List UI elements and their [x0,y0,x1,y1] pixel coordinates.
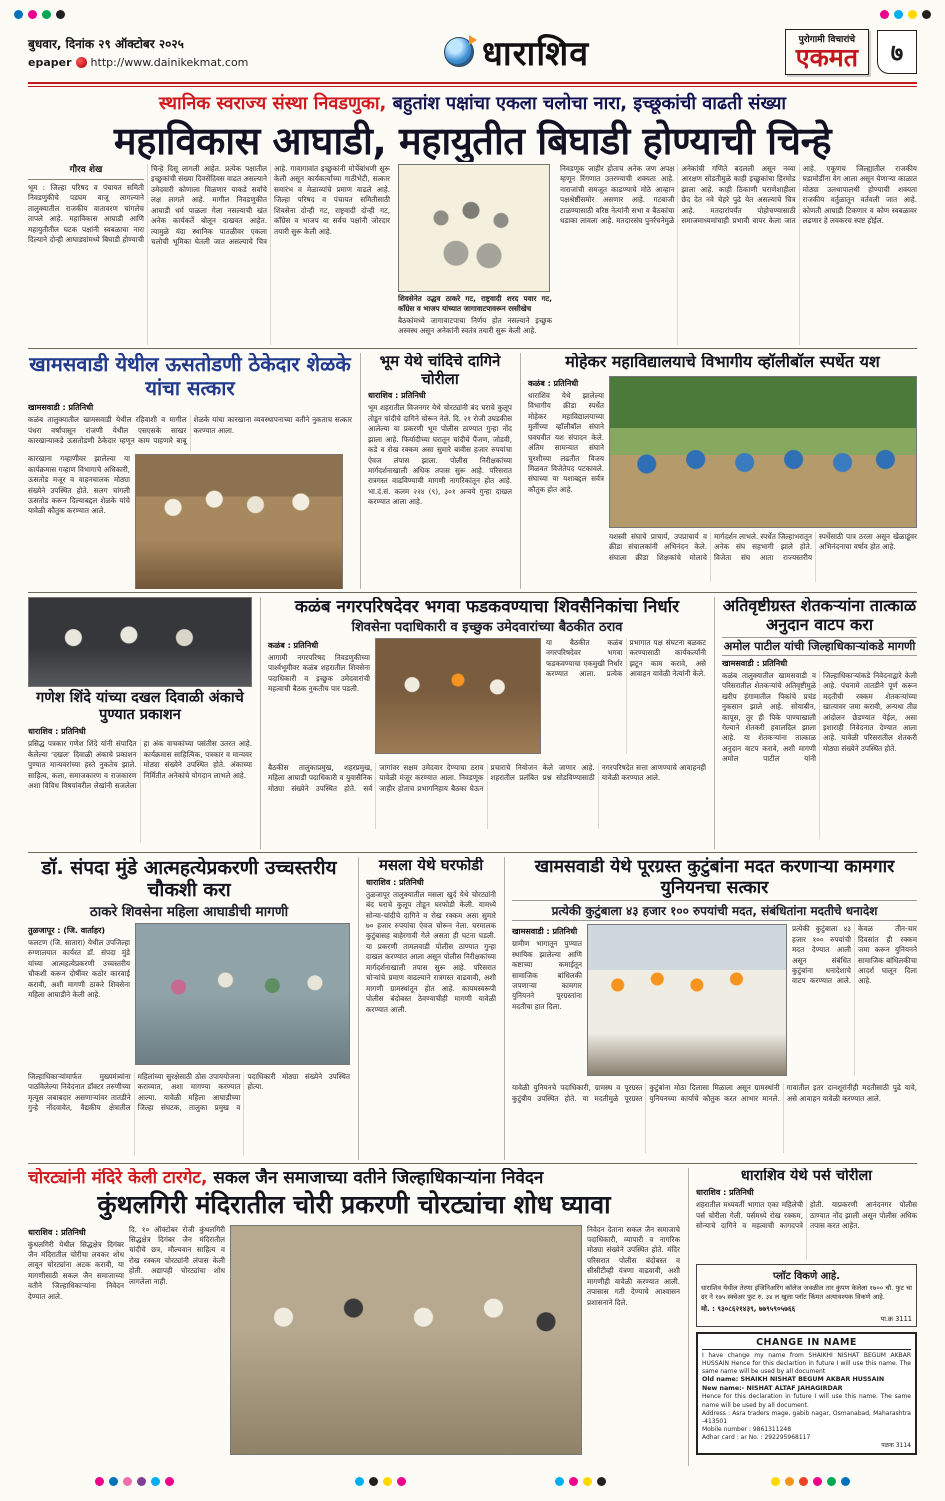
article-diwali [28,597,252,849]
right-rail [688,1168,917,1466]
page-number: ७ [877,30,917,74]
article-subhead: प्रत्येकी कुटुंबाला ४३ हजार १०० रुपयांची मदत, संबंधितांना मदतीचे धनादेश [512,900,917,921]
epaper-line [28,56,248,69]
lead-left-columns [28,164,390,345]
photo-satkar-felicitation [135,454,343,589]
article-body: बैठकीस तालुकाप्रमुख, शहरप्रमुख, महिला आघाडी पदाधिकारी व युवासैनिक मोठ्या संख्येने उपस्थित होते. सर्व जागांवर सक्षम उमेदवार देण्याचा ठराव यावेळी मंजूर करण्यात आला. निवडणूक जाहीर होताच प्रभागनिहाय बैठका घेऊन प्रचाराचे नियोजन केले जाणार आहे. शहरातील प्रलंबित प्रश्न सोडविण्यासाठी नगरपरिषदेत सत्ता आणण्याचे आवाहनही यावेळी करण्यात आले. [268,763,706,793]
article-headline: खामसवाडी येथील ऊसतोडणी ठेकेदार शेळके यांचा सत्कार [29,353,351,400]
reg-dot [42,10,51,19]
article-headline: मसला येथे घरफोडी [378,857,484,874]
photo-memorandum-handover [230,1225,582,1455]
brand-tagline: पुरोगामी विचारांचे [798,35,856,46]
article-volleyball [520,353,917,589]
article-body: तुळजापूर तालुक्यातील मसला खुर्द येथे चोरट्यांनी बंद घराचे कुलूप तोडून घरफोडी केली. यामध्ये सोन्या-चांदीचे दागिने व रोख रक्कम असा सुमारे ७० हजार रुपयांचा ऐवज चोरून नेला. घरमालक कुटुंबासह बाहेरगावी गेले असता ही घटना घडली. या प्रकरणी तामलवाडी पोलीस ठाण्यात गुन्हा दाखल करण्यात आला असून पोलीस निरीक्षकांच्या मार्गदर्शनाखाली तपास सुरू आहे. परिसरात चोऱ्यांचे प्रमाण वाढल्याने रात्रगस्त वाढवावी, अशी मागणी ग्रामस्थांतून होत आहे. कायमस्वरूपी पोलीस बंदोबस्त ठेवण्याचीही मागणी यावेळी करण्यात आली. [366,889,496,1014]
article-union [504,857,917,1160]
article-anudan [714,597,917,849]
masthead-globe-icon [444,37,474,67]
epaper-icon [76,57,87,68]
article-headline: मोहेकर महाविद्यालयाचे विभागीय व्हॉलीबॉल स्पर्धेत यश [565,353,880,371]
notice-ref: पळक 3114 [881,1442,911,1450]
classified-ref: पा.क्र 3111 [880,1314,912,1323]
reg-dot [165,1477,174,1486]
lead-body-center: बैठकांमध्ये जागावाटपाचा निर्णय होत नसल्याने इच्छुक अस्वस्थ असून अनेकांनी स्वतंत्र तयारी सुरू केली आहे. [398,316,552,336]
article-sampada [28,857,350,1160]
dateline: तुळजापूर : (जि. वार्ताहर) [28,925,106,935]
dateline: खामसवाडी : प्रतिनिधी [28,403,94,413]
classified-title: प्लॉट विकणे आहे. [772,1271,841,1283]
reg-dot [95,1477,104,1486]
reg-dot [28,10,37,19]
reg-dot [771,1477,780,1486]
reg-dot [583,1477,592,1486]
article-body: कळंब तालुक्यातील खामसवाडी व परिसरातील शेतकऱ्यांचे अतिवृष्टीमुळे खरीप हंगामातील पिकांचे प्रचंड नुकसान झाले आहे. सोयाबीन, कापूस, तूर ही पिके पाण्याखाली गेल्याने शेतकरी हवालदिल झाला आहे. या शेतकऱ्यांना तात्काळ अनुदान वाटप करावे, अशी मागणी अमोल पाटील यांनी जिल्हाधिकाऱ्यांकडे निवेदनाद्वारे केली आहे. पंचनामे तातडीने पूर्ण करून मदतीची रक्कम शेतकऱ्यांच्या खात्यावर जमा करावी, अन्यथा तीव्र आंदोलन छेडण्यात येईल, असा इशाराही निवेदनात देण्यात आला आहे. यावेळी परिसरातील शेतकरी मोठ्या संख्येने उपस्थित होते. [722,670,917,764]
article-body: भूम शहरातील विजनगर येथे चोरट्यांनी बंद घराचे कुलूप तोडून चांदीचे दागिने चोरून नेले. दि. २१ रोजी उघडकीस आलेल्या या प्रकरणी भूम पोलीस ठाण्यात गुन्हा नोंद झाला आहे. फिर्यादीच्या घरातून चांदीचे पैंजण, जोडवी, कडे व रोख रक्कम असा सुमारे बावीस हजार रुपयांचा ऐवज लंपास झाला. पोलीस निरीक्षकांच्या मार्गदर्शनाखाली अधिक तपास सुरू आहे. परिसरात रात्रगस्त वाढविण्याची मागणी नागरिकांतून होत आहे. भा.दं.सं. कलम २२४ (९), ३०१ अन्वये गुन्हा दाखल करण्यात आला आहे. [368,403,512,507]
reg-dot [813,1477,822,1486]
photo-union-felicitation [587,924,787,1076]
photo-political-cartoon [398,164,550,292]
article-satkar [28,353,352,589]
reg-dot [597,1477,606,1486]
epaper-url: http://www.dainikekmat.com [90,56,249,69]
cartoon-caption: शिवसेनेत उद्धव ठाकरे गट, राष्ट्रवादी शरद पवार गट, काँग्रेस व भाजप यांच्यात जागावाटपावरून रस्सीखेच [398,294,552,314]
reg-dot [137,1477,146,1486]
article-body: यावेळी युनियनचे पदाधिकारी, ग्रामस्थ व पूरग्रस्त कुटुंबीय उपस्थित होते. या मदतीमुळे पूरग्रस्त कुटुंबांना मोठा दिलासा मिळाला असून ग्रामस्थांनी युनियनच्या कार्याचे कौतुक करत आभार मानले. गावातील इतर दानशूरांनीही मदतीसाठी पुढे यावे, असे आवाहन यावेळी करण्यात आले. [512,1083,917,1103]
article-left-column [28,1225,124,1456]
reg-dot [827,1477,836,1486]
lead-body-right: निवडणूक जाहीर होताच अनेक जण अपक्ष म्हणून रिंगणात उतरण्याची शक्यता आहे. नाराजांची समजूत काढण्याचे मोठे आव्हान पक्षश्रेष्ठींसमोर असणार आहे. गटबाजी टाळण्यासाठी वरिष्ठ नेत्यांनी सभा व बैठकांचा धडाका लावला आहे. मतदारसंघ पुनर्रचनेमुळे अनेकांची गणिते बदलली असून नव्या आरक्षण सोडतीमुळे काही इच्छुकांचा हिरमोड झाला आहे. काही ठिकाणी घराणेशाहीला छेद देत नवे चेहरे पुढे येत असल्याचे चित्र आहे. मतदारांपर्यंत पोहोचण्यासाठी समाजमाध्यमांचाही प्रभावी वापर केला जात आहे. एकूणच जिल्ह्यातील राजकीय घडामोडींना वेग आला असून येणाऱ्या काळात मोठ्या उलथापालथी होण्याची शक्यता राजकीय वर्तुळातून वर्तवली जात आहे. कोणती आघाडी टिकणार व कोण स्वबळावर लढणार हे लवकरच स्पष्ट होईल. [560,164,917,226]
lead-body-left-wrap [28,164,390,345]
masthead-title: धाराशिव [481,34,590,74]
article-kalamb [260,597,706,849]
dateline: धाराशिव : प्रतिनिधी [368,391,426,401]
article-left-column [28,923,130,1068]
article-body: ग्रामीण भागातून पुण्यात स्थायिक झालेल्या आणि कष्टाच्या कमाईतून सामाजिक बांधिलकी जपणाऱ्या कामगार युनियनने पूरग्रस्तांना मदतीचा हात दिला. [512,939,582,1011]
lead-body [28,164,917,345]
photo-women-delegation [135,923,350,1065]
lead-byline: गौरव शेख [28,164,144,180]
section-divider [28,592,917,593]
notice-mobile: Mobile number : 9861311248 [702,1425,792,1433]
reg-dot [922,10,931,19]
reg-dot [880,10,889,19]
row-2 [28,353,917,589]
dateline: खामसवाडी : प्रतिनिधी [722,658,788,668]
lead-body-left: भूम : जिल्हा परिषद व पंचायत समिती निवडणुकीचे पडघम वाजू लागल्याने तालुक्यातील राजकीय वातावरण चांगलेच तापले आहे. महाविकास आघाडी आणि महायुतीतील घटक पक्षांनी स्वबळाचा नारा दिल्याने दोन्ही आघाड्यांमध्ये बिघाडी होण्याची चिन्हे दिसू लागली आहेत. प्रत्येक पक्षातील इच्छुकांची संख्या दिवसेंदिवस वाढत असल्याने उमेदवारी कोणाला मिळणार याकडे सर्वांचे लक्ष लागले आहे. मागील निवडणुकीत आघाडी धर्म पाळला गेला नसल्याची खंत अनेक कार्यकर्ते बोलून दाखवत आहेत. त्यामुळे यंदा स्थानिक पातळीवर एकला चलोची भूमिका घेतली जात असल्याचे चित्र आहे. गावागावांत इच्छुकांनी मोर्चेबांधणी सुरू केली असून कार्यकर्त्यांच्या गाठीभेटी, सत्कार समारंभ व मेळाव्यांचे प्रमाण वाढले आहे. जिल्हा परिषद व पंचायत समितीसाठी शिवसेना दोन्ही गट, राष्ट्रवादी दोन्ही गट, काँग्रेस व भाजप या सर्वच पक्षांनी जोरदार तयारी सुरू केली आहे. [28,164,390,247]
row-3 [28,597,917,849]
dateline: धाराशिव : प्रतिनिधी [28,1227,86,1237]
article-body: शहरातील मध्यवर्ती भागात एका महिलेची पर्स चोरीला गेली. पर्समध्ये रोख रक्कम, सोन्याचे दागिने व महत्वाची कागदपत्रे होती. याप्रकरणी आनंदनगर पोलीस ठाण्यात नोंद झाली असून पोलीस अधिक तपास करत आहेत. [696,1200,917,1230]
photo-shivsena-meeting [375,638,541,754]
article-kunthalgiri [28,1168,680,1466]
article-headline: कळंब नगरपरिषदेवर भगवा फडकवण्याचा शिवसैनिकांचा निर्धार [294,597,680,617]
change-of-name-notice [696,1332,917,1456]
reg-dot [56,10,65,19]
article-left-column [528,376,604,583]
classified-phone: मो. : ९३०८६२१४३९, ७७९५९०५७६६ [701,1304,796,1313]
article-body: प्रसिद्ध पत्रकार गणेश शिंदे यांनी संपादित केलेल्या ‘दखल’ दिवाळी अंकाचे प्रकाशन पुण्यात मान्यवरांच्या हस्ते नुकतेच झाले. साहित्य, कला, समाजकारण व राजकारण अशा विविध विषयांवरील लेखांनी सजलेला हा अंक वाचकांच्या पसंतीस उतरत आहे. कार्यक्रमास साहित्यिक, पत्रकार व मान्यवर मोठ्या संख्येने उपस्थित होते. अंकाच्या निर्मितीत अनेकांचे योगदान लाभले आहे. [28,739,252,790]
article-subhead: शिवसेना पदाधिकारी व इच्छुक उमेदवारांच्या बैठकीत ठराव [351,620,623,636]
notice-title: CHANGE IN NAME [702,1337,911,1350]
reg-dot [123,1477,132,1486]
article-headline: भूम येथे चांदिचे दागिने चोरीला [379,353,501,388]
registration-marks [14,10,65,19]
reg-dot [109,1477,118,1486]
article-chandi [360,353,512,589]
lead-right-columns [560,164,917,345]
article-right-stack [609,376,917,583]
reg-dot [383,1477,392,1486]
article-kicker [28,1168,680,1188]
article-body: प्रत्येकी कुटुंबाला ४३ हजार १०० रुपयांची मदत देण्यात आली असून संबंधित कुटुंबांना धनादेशाचे वाटप करण्यात आले. केवळ तीन-चार दिवसांत ही रक्कम जमा करून युनियनने सामाजिक बांधिलकीचा आदर्श घालून दिला आहे. [792,924,917,986]
notice-adhar: Adhar card : ar No. : 292295968117 [702,1433,811,1441]
registration-marks [95,1477,174,1486]
page-header [28,24,917,80]
photo-volleyball-team [609,376,917,528]
article-headline: कुंथलगिरी मंदिरातील चोरी प्रकरणी चोरट्यांचा शोध घ्यावा [97,1190,611,1220]
registration-marks [880,10,931,19]
row-4 [28,857,917,1160]
photo-book-release [28,597,252,687]
reg-dot [894,10,903,19]
dateline: धाराशिव : प्रतिनिधी [696,1188,754,1198]
header-rule [28,82,917,87]
classified-plot-ad [696,1264,917,1326]
article-body: कारखाना गव्हाणीवर झालेल्या या कार्यक्रमास गव्हाण विभागाचे अधिकारी, ऊसतोड मजूर व वाहनचालक मोठ्या संख्येने उपस्थित होते. सलग चांगली ऊसतोड करून दिल्याबद्दल शेळके यांचे यावेळी कौतुक करण्यात आले. [28,454,130,516]
header-left [28,35,248,69]
brand-name: एकमत [795,43,858,73]
dateline: धाराशिव : प्रतिनिधी [366,877,424,887]
article-body: जिल्हाधिकाऱ्यांमार्फत मुख्यमंत्र्यांना पाठविलेल्या निवेदनात डॉक्टर तरुणीच्या मृत्यूस जबाबदार असणाऱ्यांवर तातडीने गुन्हे नोंदवावेत, वैद्यकीय क्षेत्रातील महिलांच्या सुरक्षेसाठी ठोस उपाययोजना कराव्यात, अशा मागण्या करण्यात आल्या. यावेळी महिला आघाडीच्या जिल्हा संघटक, तालुका प्रमुख व पदाधिकारी मोठ्या संख्येने उपस्थित होत्या. [28,1071,350,1113]
article-body: दि. १० ऑक्टोबर रोजी कुंथलगिरी सिद्धक्षेत्र दिगंबर जैन मंदिरातील चांदीचे छत्र, मौल्यवान साहित्य व रोख रक्कम चोरट्यांनी लंपास केली होती. अद्यापही चोरट्यांचा शोध लागलेला नाही. [129,1224,225,1286]
registration-marks [771,1477,850,1486]
row-5 [28,1168,917,1466]
article-body: धाराशिव येथे झालेल्या विभागीय क्रीडा स्पर्धेत मोहेकर महाविद्यालयाच्या मुलींच्या व्हॉलीबॉल संघाने घवघवीत यश संपादन केले. अंतिम सामन्यात संघाने चुरशीच्या लढतीत विजय मिळवत विजेतेपद पटकावले. संघाच्या या यशाबद्दल सर्वत्र कौतुक होत आहे. [528,390,604,494]
article-headline: धाराशिव येथे पर्स चोरीला [740,1168,873,1184]
lead-center-column [398,164,552,345]
dateline: खामसवाडी : प्रतिनिधी [512,927,578,937]
registration-marks [355,1477,406,1486]
classified-body: धाराशिव येथील तेरणा इंजिनिअरिंग कॉलेज जवळील तार कुंपण केलेला १७०० चौ. फुट चा दर ने १७५ स्क्वेअर फुट रु. ३४ ल खुला प्लॉट किंमत अत्यावश्यक विकणे आहे. [701,1284,912,1302]
article-headline: खामसवाडी येथे पूरग्रस्त कुटुंबांना मदत करणाऱ्या कामगार युनियनचा सत्कार [534,857,895,898]
article-subhead: अमोल पाटील यांची जिल्हाधिकाऱ्यांकडे मागणी [722,637,917,656]
article-body: निवेदन देताना सकल जैन समाजाचे पदाधिकारी, व्यापारी व नागरिक मोठ्या संख्येने उपस्थित होते. मंदिर परिसरात पोलीस बंदोबस्त व सीसीटीव्ही यंत्रणा वाढवावी, अशी मागणीही यावेळी करण्यात आली. तपासास गती देण्याचे आश्वासन प्रशासनाने दिले. [587,1224,680,1307]
reg-dot [355,1477,364,1486]
notice-line: Hence for this declaration in future I will use this name. The same name will be used by all document. [702,1393,911,1409]
dateline: कळंब : प्रतिनिधी [268,641,319,651]
article-left-column [512,924,582,1079]
article-headline: गणेश शिंदे यांच्या दखल दिवाळी अंकाचे पुण्यात प्रकाशन [36,690,244,724]
brand-box [785,29,869,74]
reg-dot [799,1477,808,1486]
reg-dot [397,1477,406,1486]
reg-dot [555,1477,564,1486]
notice-old-name: Old name: SHAIKH NISHAT BEGUM AKBAR HUSSAIN [702,1375,885,1383]
date-line: बुधवार, दिनांक २९ ऑक्टोबर २०२५ [28,37,184,51]
dateline: धाराशिव : प्रतिनिधी [28,727,86,737]
kicker-black: सकल जैन समाजाच्या वतीने जिल्हाधिकाऱ्यांना निवेदन [213,1168,544,1188]
lead-kicker [28,91,917,115]
article-body: कळंब तालुक्यातील खामसवाडी येथील रहिवाशी व मागील पंधरा वर्षांपासून रांजणी येथील एसएसके साखर कारखान्याकडे ऊसतोडणी ठेकेदार म्हणून काम पाहणारे बाबू शेळके यांचा कारखाना व्यवस्थापनाच्या वतीने नुकताच सत्कार करण्यात आला. [28,415,352,446]
article-body: आगामी नगरपरिषद निवडणुकीच्या पार्श्वभूमीवर कळंब शहरातील शिवसेना पदाधिकारी व इच्छुक उमेदवारांची महत्वाची बैठक नुकतीच पार पडली. [268,653,370,694]
section-divider [28,348,917,349]
article-body: या बैठकीत कळंब नगरपरिषदेवर भगवा फडकवण्याचा एकमुखी निर्धार करण्यात आला. प्रत्येक प्रभागात पक्ष संघटना बळकट करण्यासाठी कार्यकर्त्यांनी झटून काम करावे, असे आवाहन यावेळी नेत्यांनी केले. [546,638,706,679]
section-divider [28,1163,917,1164]
reg-dot [14,10,23,19]
article-headline: डॉ. संपदा मुंडे आत्महत्येप्रकरणी उच्चस्तरीय चौकशी करा [41,857,337,902]
article-body: फलटण (जि. सातारा) येथील उपजिल्हा रुग्णालयात कार्यरत डॉ. संपदा मुंडे यांच्या आत्महत्येप्रकरणी उच्चस्तरीय चौकशी करून दोषींवर कठोर कारवाई करावी, अशी मागणी ठाकरे शिवसेना महिला आघाडीने केली आहे. [28,937,130,999]
notice-new-name: New name:- NISHAT ALTAF JAHAGIRDAR [702,1384,843,1392]
dateline: कळंब : प्रतिनिधी [528,378,579,388]
reg-dot [785,1477,794,1486]
notice-address: Address : Asra traders mage, gabib nagar, Osmanabad, Maharashtra -413501 [702,1409,911,1425]
article-subhead: ठाकरे शिवसेना महिला आघाडीची मागणी [89,903,289,920]
article-body: यशस्वी संघाचे प्राचार्य, उपप्राचार्य व क्रीडा संचालकांनी अभिनंदन केले. संघाला क्रीडा शिक्षकांचे मोलाचे मार्गदर्शन लाभले. स्पर्धेत जिल्हाभरातून अनेक संघ सहभागी झाले होते. विजेता संघ आता राज्यस्तरीय स्पर्धेसाठी पात्र ठरला असून खेळाडूंवर अभिनंदनाचा वर्षाव होत आहे. [609,531,917,562]
registration-marks [555,1477,606,1486]
lead-headline: महाविकास आघाडी, महायुतीत बिघाडी होण्याची चिन्हे [113,119,832,162]
reg-dot [369,1477,378,1486]
masthead [444,29,589,75]
reg-dot [841,1477,850,1486]
article-left-column [268,638,370,759]
lead-kicker-black: बहुतांश पक्षांचा एकला चलोचा नारा, इच्छूकांची वाढती संख्या [386,93,787,114]
reg-dot [569,1477,578,1486]
notice-line: I have change my name from SHAIKHI NISHAT BEGUM AKBAR HUSSAIN Hence for this declartion in future I will use this name. The same name will be used by all document [702,1351,911,1375]
epaper-label: epaper [28,56,72,69]
header-right [785,29,917,74]
article-masala [358,857,496,1160]
lead-kicker-red: स्थानिक स्वराज्य संस्था निवडणुका, [158,93,387,114]
kicker-red: चोरट्यांनी मंदिरे केली टारगेट, [28,1168,214,1188]
reg-dot [908,10,917,19]
reg-dot [151,1477,160,1486]
article-headline: अतिवृष्टीग्रस्त शेतकऱ्यांना तात्काळ अनुदान वाटप करा [722,597,917,634]
article-body: कुंथलगिरी येथील सिद्धक्षेत्र दिगंबर जैन मंदिरातील चोरीचा लवकर शोध लावून चोरट्यांना अटक करावी, या मागणीसाठी सकल जैन समाजाच्या वतीने जिल्हाधिकाऱ्यांना निवेदन देण्यात आले. [28,1239,124,1301]
section-divider [28,852,917,853]
